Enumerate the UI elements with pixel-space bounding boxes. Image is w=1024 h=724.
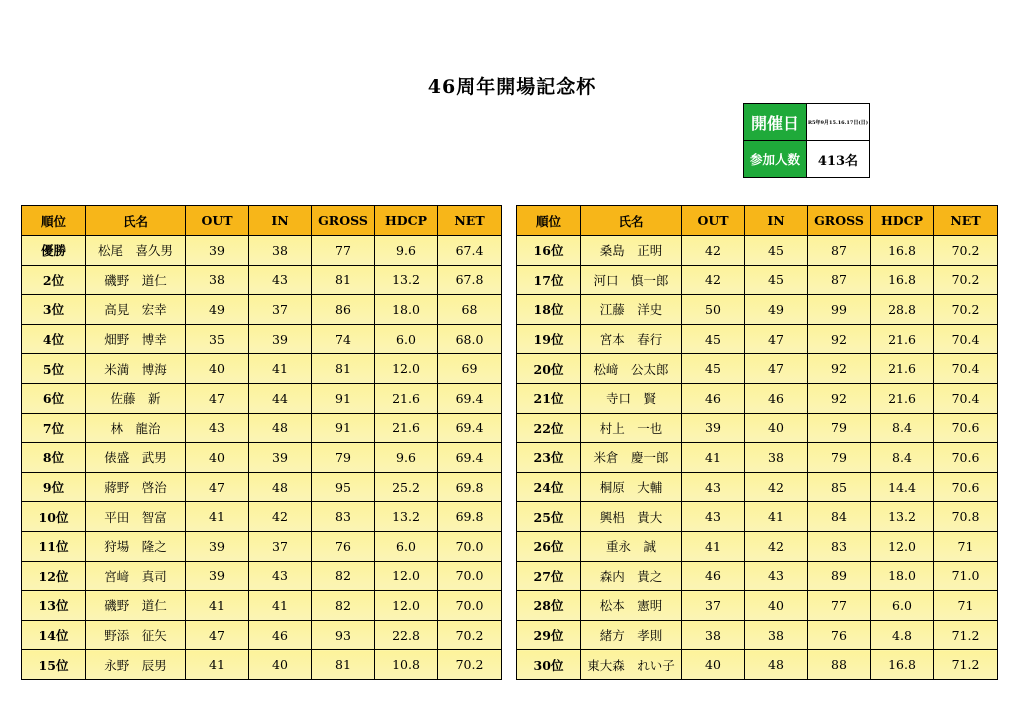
name-cell: 村上 一也 [581, 413, 682, 443]
in-cell: 46 [745, 383, 808, 413]
name-cell: 興梠 貴大 [581, 502, 682, 532]
net-cell: 70.6 [934, 443, 998, 473]
gross-cell: 92 [808, 354, 871, 384]
name-cell: 佐藤 新 [86, 383, 186, 413]
hdcp-cell: 25.2 [375, 472, 438, 502]
hdcp-cell: 12.0 [375, 354, 438, 384]
out-header: OUT [682, 206, 745, 236]
hdcp-cell: 18.0 [375, 295, 438, 325]
hdcp-cell: 12.0 [375, 561, 438, 591]
event-date-value: R5年9月15.16.17日(日) [807, 104, 870, 141]
gross-cell: 81 [312, 265, 375, 295]
gross-cell: 86 [312, 295, 375, 325]
rank-cell: 優勝 [22, 236, 86, 266]
net-cell: 70.6 [934, 472, 998, 502]
net-cell: 70.2 [438, 650, 502, 680]
net-cell: 70.2 [438, 620, 502, 650]
rank-cell: 30位 [517, 650, 581, 680]
out-cell: 46 [682, 561, 745, 591]
in-cell: 41 [249, 591, 312, 621]
rank-cell: 7位 [22, 413, 86, 443]
name-cell: 森内 貴之 [581, 561, 682, 591]
gross-cell: 79 [808, 443, 871, 473]
out-header: OUT [186, 206, 249, 236]
gross-cell: 85 [808, 472, 871, 502]
name-cell: 米満 博海 [86, 354, 186, 384]
name-cell: 蔣野 啓治 [86, 472, 186, 502]
out-cell: 42 [682, 265, 745, 295]
hdcp-header: HDCP [871, 206, 934, 236]
rank-cell: 9位 [22, 472, 86, 502]
rank-cell: 18位 [517, 295, 581, 325]
hdcp-cell: 8.4 [871, 413, 934, 443]
net-cell: 71.2 [934, 620, 998, 650]
out-cell: 38 [186, 265, 249, 295]
net-cell: 69.8 [438, 472, 502, 502]
gross-cell: 89 [808, 561, 871, 591]
net-cell: 69.4 [438, 383, 502, 413]
rank-cell: 6位 [22, 383, 86, 413]
table-row [22, 591, 502, 621]
hdcp-cell: 6.0 [375, 531, 438, 561]
gross-cell: 95 [312, 472, 375, 502]
participants-value: 413名 [807, 141, 870, 178]
table-row [517, 650, 998, 680]
in-cell: 38 [745, 443, 808, 473]
rank-cell: 11位 [22, 531, 86, 561]
name-cell: 松本 憲明 [581, 591, 682, 621]
gross-cell: 91 [312, 413, 375, 443]
out-cell: 35 [186, 324, 249, 354]
name-cell: 狩場 隆之 [86, 531, 186, 561]
results-table-left [21, 205, 502, 680]
page-title: 46周年開場記念杯 [427, 76, 597, 98]
name-cell: 高見 宏幸 [86, 295, 186, 325]
rank-cell: 27位 [517, 561, 581, 591]
event-date-row [744, 104, 870, 141]
net-header: NET [438, 206, 502, 236]
gross-cell: 88 [808, 650, 871, 680]
gross-cell: 93 [312, 620, 375, 650]
in-cell: 40 [745, 591, 808, 621]
hdcp-cell: 6.0 [871, 591, 934, 621]
out-cell: 37 [682, 591, 745, 621]
in-cell: 49 [745, 295, 808, 325]
rank-cell: 16位 [517, 236, 581, 266]
out-cell: 47 [186, 472, 249, 502]
gross-cell: 91 [312, 383, 375, 413]
in-cell: 42 [745, 472, 808, 502]
rank-cell: 10位 [22, 502, 86, 532]
out-cell: 43 [682, 472, 745, 502]
gross-header: GROSS [312, 206, 375, 236]
in-cell: 41 [745, 502, 808, 532]
gross-cell: 82 [312, 561, 375, 591]
net-cell: 70.4 [934, 354, 998, 384]
rank-cell: 4位 [22, 324, 86, 354]
net-cell: 71.0 [934, 561, 998, 591]
hdcp-header: HDCP [375, 206, 438, 236]
table-row [22, 354, 502, 384]
name-cell: 磯野 道仁 [86, 265, 186, 295]
out-cell: 49 [186, 295, 249, 325]
name-cell: 林 龍治 [86, 413, 186, 443]
in-cell: 45 [745, 265, 808, 295]
in-cell: 43 [745, 561, 808, 591]
net-header: NET [934, 206, 998, 236]
out-cell: 39 [186, 236, 249, 266]
gross-cell: 77 [808, 591, 871, 621]
rank-cell: 3位 [22, 295, 86, 325]
hdcp-cell: 4.8 [871, 620, 934, 650]
out-cell: 40 [682, 650, 745, 680]
in-cell: 46 [249, 620, 312, 650]
name-cell: 寺口 賢 [581, 383, 682, 413]
out-cell: 43 [186, 413, 249, 443]
gross-cell: 81 [312, 354, 375, 384]
out-cell: 41 [682, 443, 745, 473]
name-cell: 桑島 正明 [581, 236, 682, 266]
table-row [517, 561, 998, 591]
table-row [22, 413, 502, 443]
rank-cell: 22位 [517, 413, 581, 443]
name-cell: 平田 智富 [86, 502, 186, 532]
hdcp-cell: 10.8 [375, 650, 438, 680]
out-cell: 40 [186, 354, 249, 384]
name-cell: 米倉 慶一郎 [581, 443, 682, 473]
rank-cell: 29位 [517, 620, 581, 650]
hdcp-cell: 9.6 [375, 236, 438, 266]
in-cell: 45 [745, 236, 808, 266]
in-cell: 47 [745, 354, 808, 384]
table-row [517, 591, 998, 621]
in-cell: 37 [249, 295, 312, 325]
rank-cell: 23位 [517, 443, 581, 473]
name-cell: 磯野 道仁 [86, 591, 186, 621]
hdcp-cell: 13.2 [375, 265, 438, 295]
net-cell: 70.2 [934, 236, 998, 266]
net-cell: 68.0 [438, 324, 502, 354]
gross-header: GROSS [808, 206, 871, 236]
gross-cell: 83 [312, 502, 375, 532]
table-row [22, 472, 502, 502]
rank-cell: 5位 [22, 354, 86, 384]
results-body-left [22, 236, 502, 680]
out-cell: 45 [682, 354, 745, 384]
rank-cell: 20位 [517, 354, 581, 384]
net-cell: 70.0 [438, 531, 502, 561]
in-cell: 39 [249, 324, 312, 354]
table-row [517, 413, 998, 443]
net-cell: 69.4 [438, 443, 502, 473]
name-cell: 重永 誠 [581, 531, 682, 561]
in-cell: 48 [249, 472, 312, 502]
net-cell: 70.4 [934, 324, 998, 354]
in-cell: 37 [249, 531, 312, 561]
rank-cell: 25位 [517, 502, 581, 532]
event-date-label: 開催日 [744, 104, 807, 141]
table-row [517, 324, 998, 354]
name-cell: 宮﨑 真司 [86, 561, 186, 591]
net-cell: 70.2 [934, 295, 998, 325]
gross-cell: 87 [808, 265, 871, 295]
net-cell: 67.4 [438, 236, 502, 266]
rank-cell: 14位 [22, 620, 86, 650]
rank-cell: 15位 [22, 650, 86, 680]
results-table-right [516, 205, 998, 680]
table-row [517, 531, 998, 561]
net-cell: 68 [438, 295, 502, 325]
table-row [22, 383, 502, 413]
net-cell: 71 [934, 531, 998, 561]
rank-header: 順位 [517, 206, 581, 236]
hdcp-cell: 22.8 [375, 620, 438, 650]
table-header-row [22, 206, 502, 236]
out-cell: 43 [682, 502, 745, 532]
table-row [22, 620, 502, 650]
net-cell: 70.4 [934, 383, 998, 413]
in-cell: 44 [249, 383, 312, 413]
name-cell: 永野 辰男 [86, 650, 186, 680]
table-row [517, 354, 998, 384]
hdcp-cell: 21.6 [871, 324, 934, 354]
hdcp-cell: 16.8 [871, 236, 934, 266]
in-cell: 48 [249, 413, 312, 443]
net-cell: 70.2 [934, 265, 998, 295]
out-cell: 39 [186, 531, 249, 561]
out-cell: 50 [682, 295, 745, 325]
gross-cell: 79 [808, 413, 871, 443]
hdcp-cell: 12.0 [871, 531, 934, 561]
net-cell: 69.8 [438, 502, 502, 532]
hdcp-cell: 21.6 [871, 354, 934, 384]
rank-cell: 12位 [22, 561, 86, 591]
rank-cell: 28位 [517, 591, 581, 621]
table-row [22, 443, 502, 473]
table-row [22, 531, 502, 561]
in-cell: 42 [249, 502, 312, 532]
gross-cell: 92 [808, 324, 871, 354]
net-cell: 70.0 [438, 591, 502, 621]
out-cell: 39 [682, 413, 745, 443]
in-cell: 38 [249, 236, 312, 266]
hdcp-cell: 16.8 [871, 265, 934, 295]
table-row [517, 472, 998, 502]
out-cell: 39 [186, 561, 249, 591]
hdcp-cell: 9.6 [375, 443, 438, 473]
table-header-row [517, 206, 998, 236]
in-cell: 40 [745, 413, 808, 443]
net-cell: 67.8 [438, 265, 502, 295]
in-cell: 43 [249, 561, 312, 591]
out-cell: 46 [682, 383, 745, 413]
in-cell: 40 [249, 650, 312, 680]
gross-cell: 87 [808, 236, 871, 266]
name-cell: 宮本 春行 [581, 324, 682, 354]
gross-cell: 77 [312, 236, 375, 266]
hdcp-cell: 13.2 [871, 502, 934, 532]
in-cell: 38 [745, 620, 808, 650]
table-row [22, 502, 502, 532]
in-header: IN [745, 206, 808, 236]
hdcp-cell: 14.4 [871, 472, 934, 502]
participants-label: 参加人数 [744, 141, 807, 178]
table-row [22, 265, 502, 295]
net-cell: 70.0 [438, 561, 502, 591]
gross-cell: 81 [312, 650, 375, 680]
hdcp-cell: 6.0 [375, 324, 438, 354]
hdcp-cell: 13.2 [375, 502, 438, 532]
in-cell: 48 [745, 650, 808, 680]
name-cell: 松尾 喜久男 [86, 236, 186, 266]
in-cell: 41 [249, 354, 312, 384]
gross-cell: 92 [808, 383, 871, 413]
gross-cell: 99 [808, 295, 871, 325]
gross-cell: 82 [312, 591, 375, 621]
table-row [517, 265, 998, 295]
table-row [22, 650, 502, 680]
table-row [22, 295, 502, 325]
rank-cell: 2位 [22, 265, 86, 295]
out-cell: 41 [682, 531, 745, 561]
name-header: 氏名 [581, 206, 682, 236]
hdcp-cell: 21.6 [375, 383, 438, 413]
rank-header: 順位 [22, 206, 86, 236]
out-cell: 47 [186, 383, 249, 413]
hdcp-cell: 16.8 [871, 650, 934, 680]
event-info-table [743, 103, 870, 178]
results-body-right [517, 236, 998, 680]
table-row [517, 236, 998, 266]
hdcp-cell: 28.8 [871, 295, 934, 325]
out-cell: 41 [186, 591, 249, 621]
name-cell: 俵盛 武男 [86, 443, 186, 473]
hdcp-cell: 18.0 [871, 561, 934, 591]
out-cell: 45 [682, 324, 745, 354]
in-cell: 47 [745, 324, 808, 354]
rank-cell: 13位 [22, 591, 86, 621]
table-row [22, 236, 502, 266]
gross-cell: 83 [808, 531, 871, 561]
in-cell: 39 [249, 443, 312, 473]
net-cell: 69.4 [438, 413, 502, 443]
table-row [517, 443, 998, 473]
out-cell: 41 [186, 650, 249, 680]
in-cell: 43 [249, 265, 312, 295]
name-cell: 江藤 洋史 [581, 295, 682, 325]
gross-cell: 84 [808, 502, 871, 532]
out-cell: 47 [186, 620, 249, 650]
participants-row [744, 141, 870, 178]
table-row [22, 324, 502, 354]
out-cell: 40 [186, 443, 249, 473]
name-cell: 河口 慎一郎 [581, 265, 682, 295]
net-cell: 71.2 [934, 650, 998, 680]
out-cell: 38 [682, 620, 745, 650]
rank-cell: 26位 [517, 531, 581, 561]
gross-cell: 76 [312, 531, 375, 561]
name-header: 氏名 [86, 206, 186, 236]
name-cell: 野添 征矢 [86, 620, 186, 650]
hdcp-cell: 12.0 [375, 591, 438, 621]
in-cell: 42 [745, 531, 808, 561]
rank-cell: 21位 [517, 383, 581, 413]
out-cell: 41 [186, 502, 249, 532]
table-row [517, 295, 998, 325]
out-cell: 42 [682, 236, 745, 266]
hdcp-cell: 21.6 [871, 383, 934, 413]
table-row [517, 502, 998, 532]
net-cell: 70.6 [934, 413, 998, 443]
net-cell: 69 [438, 354, 502, 384]
name-cell: 桐原 大輔 [581, 472, 682, 502]
table-row [22, 561, 502, 591]
hdcp-cell: 21.6 [375, 413, 438, 443]
in-header: IN [249, 206, 312, 236]
gross-cell: 76 [808, 620, 871, 650]
name-cell: 畑野 博幸 [86, 324, 186, 354]
net-cell: 70.8 [934, 502, 998, 532]
net-cell: 71 [934, 591, 998, 621]
rank-cell: 8位 [22, 443, 86, 473]
name-cell: 緒方 孝則 [581, 620, 682, 650]
gross-cell: 74 [312, 324, 375, 354]
rank-cell: 19位 [517, 324, 581, 354]
table-row [517, 620, 998, 650]
name-cell: 松﨑 公太郎 [581, 354, 682, 384]
table-row [517, 383, 998, 413]
name-cell: 東大森 れい子 [581, 650, 682, 680]
rank-cell: 24位 [517, 472, 581, 502]
hdcp-cell: 8.4 [871, 443, 934, 473]
rank-cell: 17位 [517, 265, 581, 295]
gross-cell: 79 [312, 443, 375, 473]
